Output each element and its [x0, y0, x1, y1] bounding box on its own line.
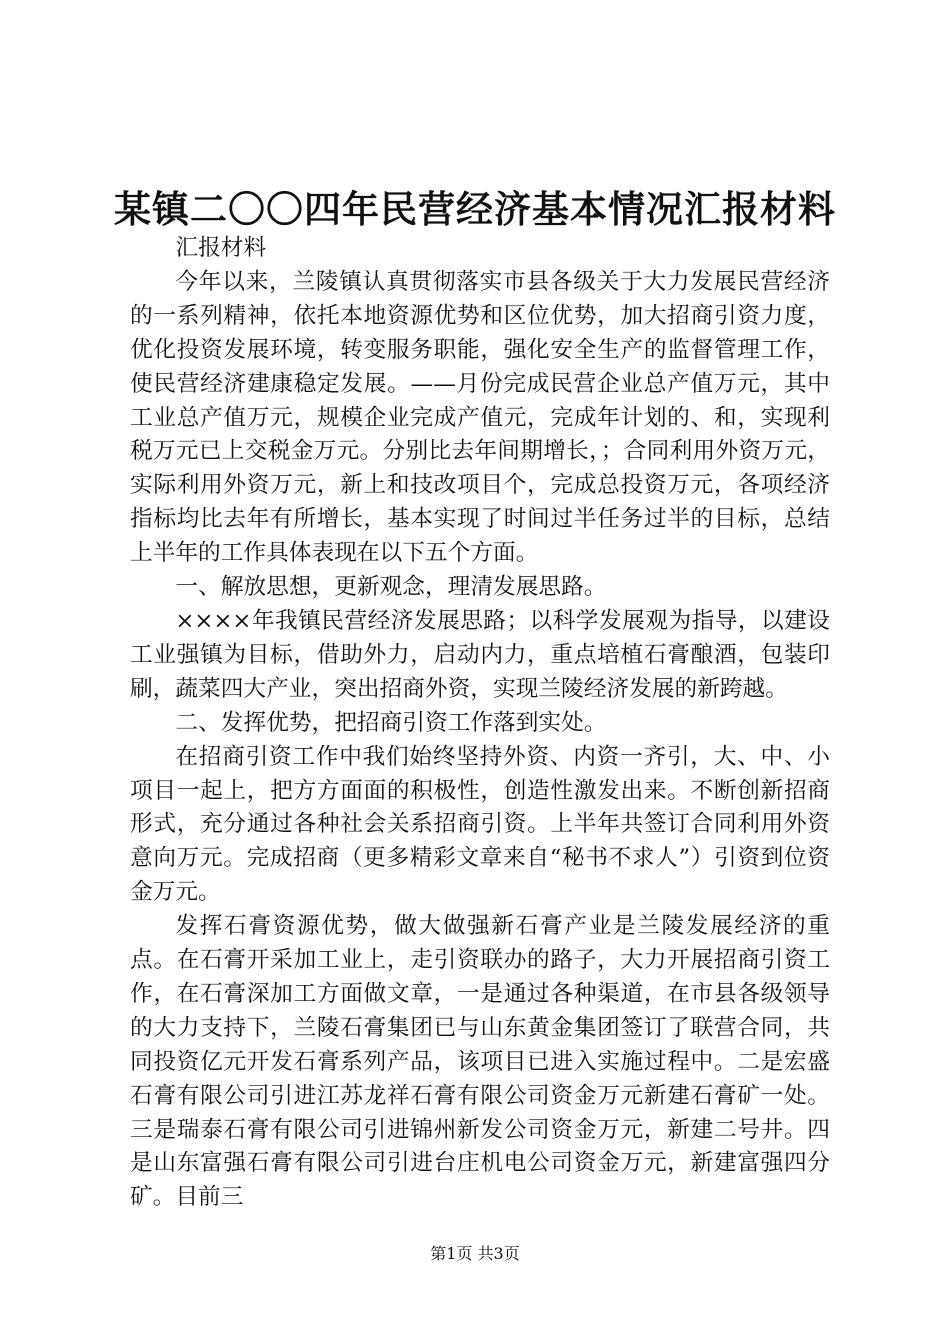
- page-footer: 第1页 共3页: [430, 1244, 520, 1263]
- paragraph-section-2a: 在招商引资工作中我们始终坚持外资、内资一齐引，大、中、小项目一起上，把方方面面的积极性，创造性激发出来。不断创新招商形式，充分通过各种社会关系招商引资。上半年共签订合同利用外资意向万元。完成招商（更多精彩文章来自“秘书不求人”）引资到位资金万元。: [130, 743, 830, 906]
- section-heading-2: 二、发挥优势，把招商引资工作落到实处。: [175, 709, 607, 736]
- paragraph-section-2b: 发挥石膏资源优势，做大做强新石膏产业是兰陵发展经济的重点。在石膏开采加工业上，走引资联办的路子，大力开展招商引资工作，在石膏深加工方面做文章，一是通过各种渠道，在市县各级领导的大力支持下，兰陵石膏集团已与山东黄金集团签订了联营合同，共同投资亿元开发石膏系列产品，该项目已进入实施过程中。二是宏盛石膏有限公司引进江苏龙祥石膏有限公司资金万元新建石膏矿一处。三是瑞泰石膏有限公司引进锦州新发公司资金万元，新建二号井。四是山东富强石膏有限公司引进台庄机电公司资金万元，新建富强四分矿。目前三: [130, 913, 830, 1211]
- paragraph-subtitle: 汇报材料: [175, 235, 267, 261]
- section-heading-1: 一、解放思想，更新观念，理清发展思路。: [175, 574, 607, 601]
- paragraph-section-1: ××××年我镇民营经济发展思路；以科学发展观为指导，以建设工业强镇为目标，借助外力，启动内力，重点培植石膏酿酒，包装印刷，蔬菜四大产业，突出招商外资，实现兰陵经济发展的新跨越。: [130, 607, 830, 702]
- document-body: [130, 232, 830, 1215]
- paragraph-intro: 今年以来，兰陵镇认真贯彻落实市县各级关于大力发展民营经济的一系列精神，依托本地资源优势和区位优势，加大招商引资力度，优化投资发展环境，转变服务职能，强化安全生产的监督管理工作，使民营经济建康稳定发展。——月份完成民营企业总产值万元，其中工业总产值万元，规模企业完成产值元，完成年计划的、和，实现利税万元已上交税金万元。分别比去年间期增长，；合同利用外资万元，实际利用外资万元，新上和技改项目个，完成总投资万元，各项经济指标均比去年有所增长，基本实现了时间过半任务过半的目标，总结上半年的工作具体表现在以下五个方面。: [130, 268, 830, 567]
- document-title: 某镇二〇〇四年民营经济基本情况汇报材料: [114, 187, 836, 231]
